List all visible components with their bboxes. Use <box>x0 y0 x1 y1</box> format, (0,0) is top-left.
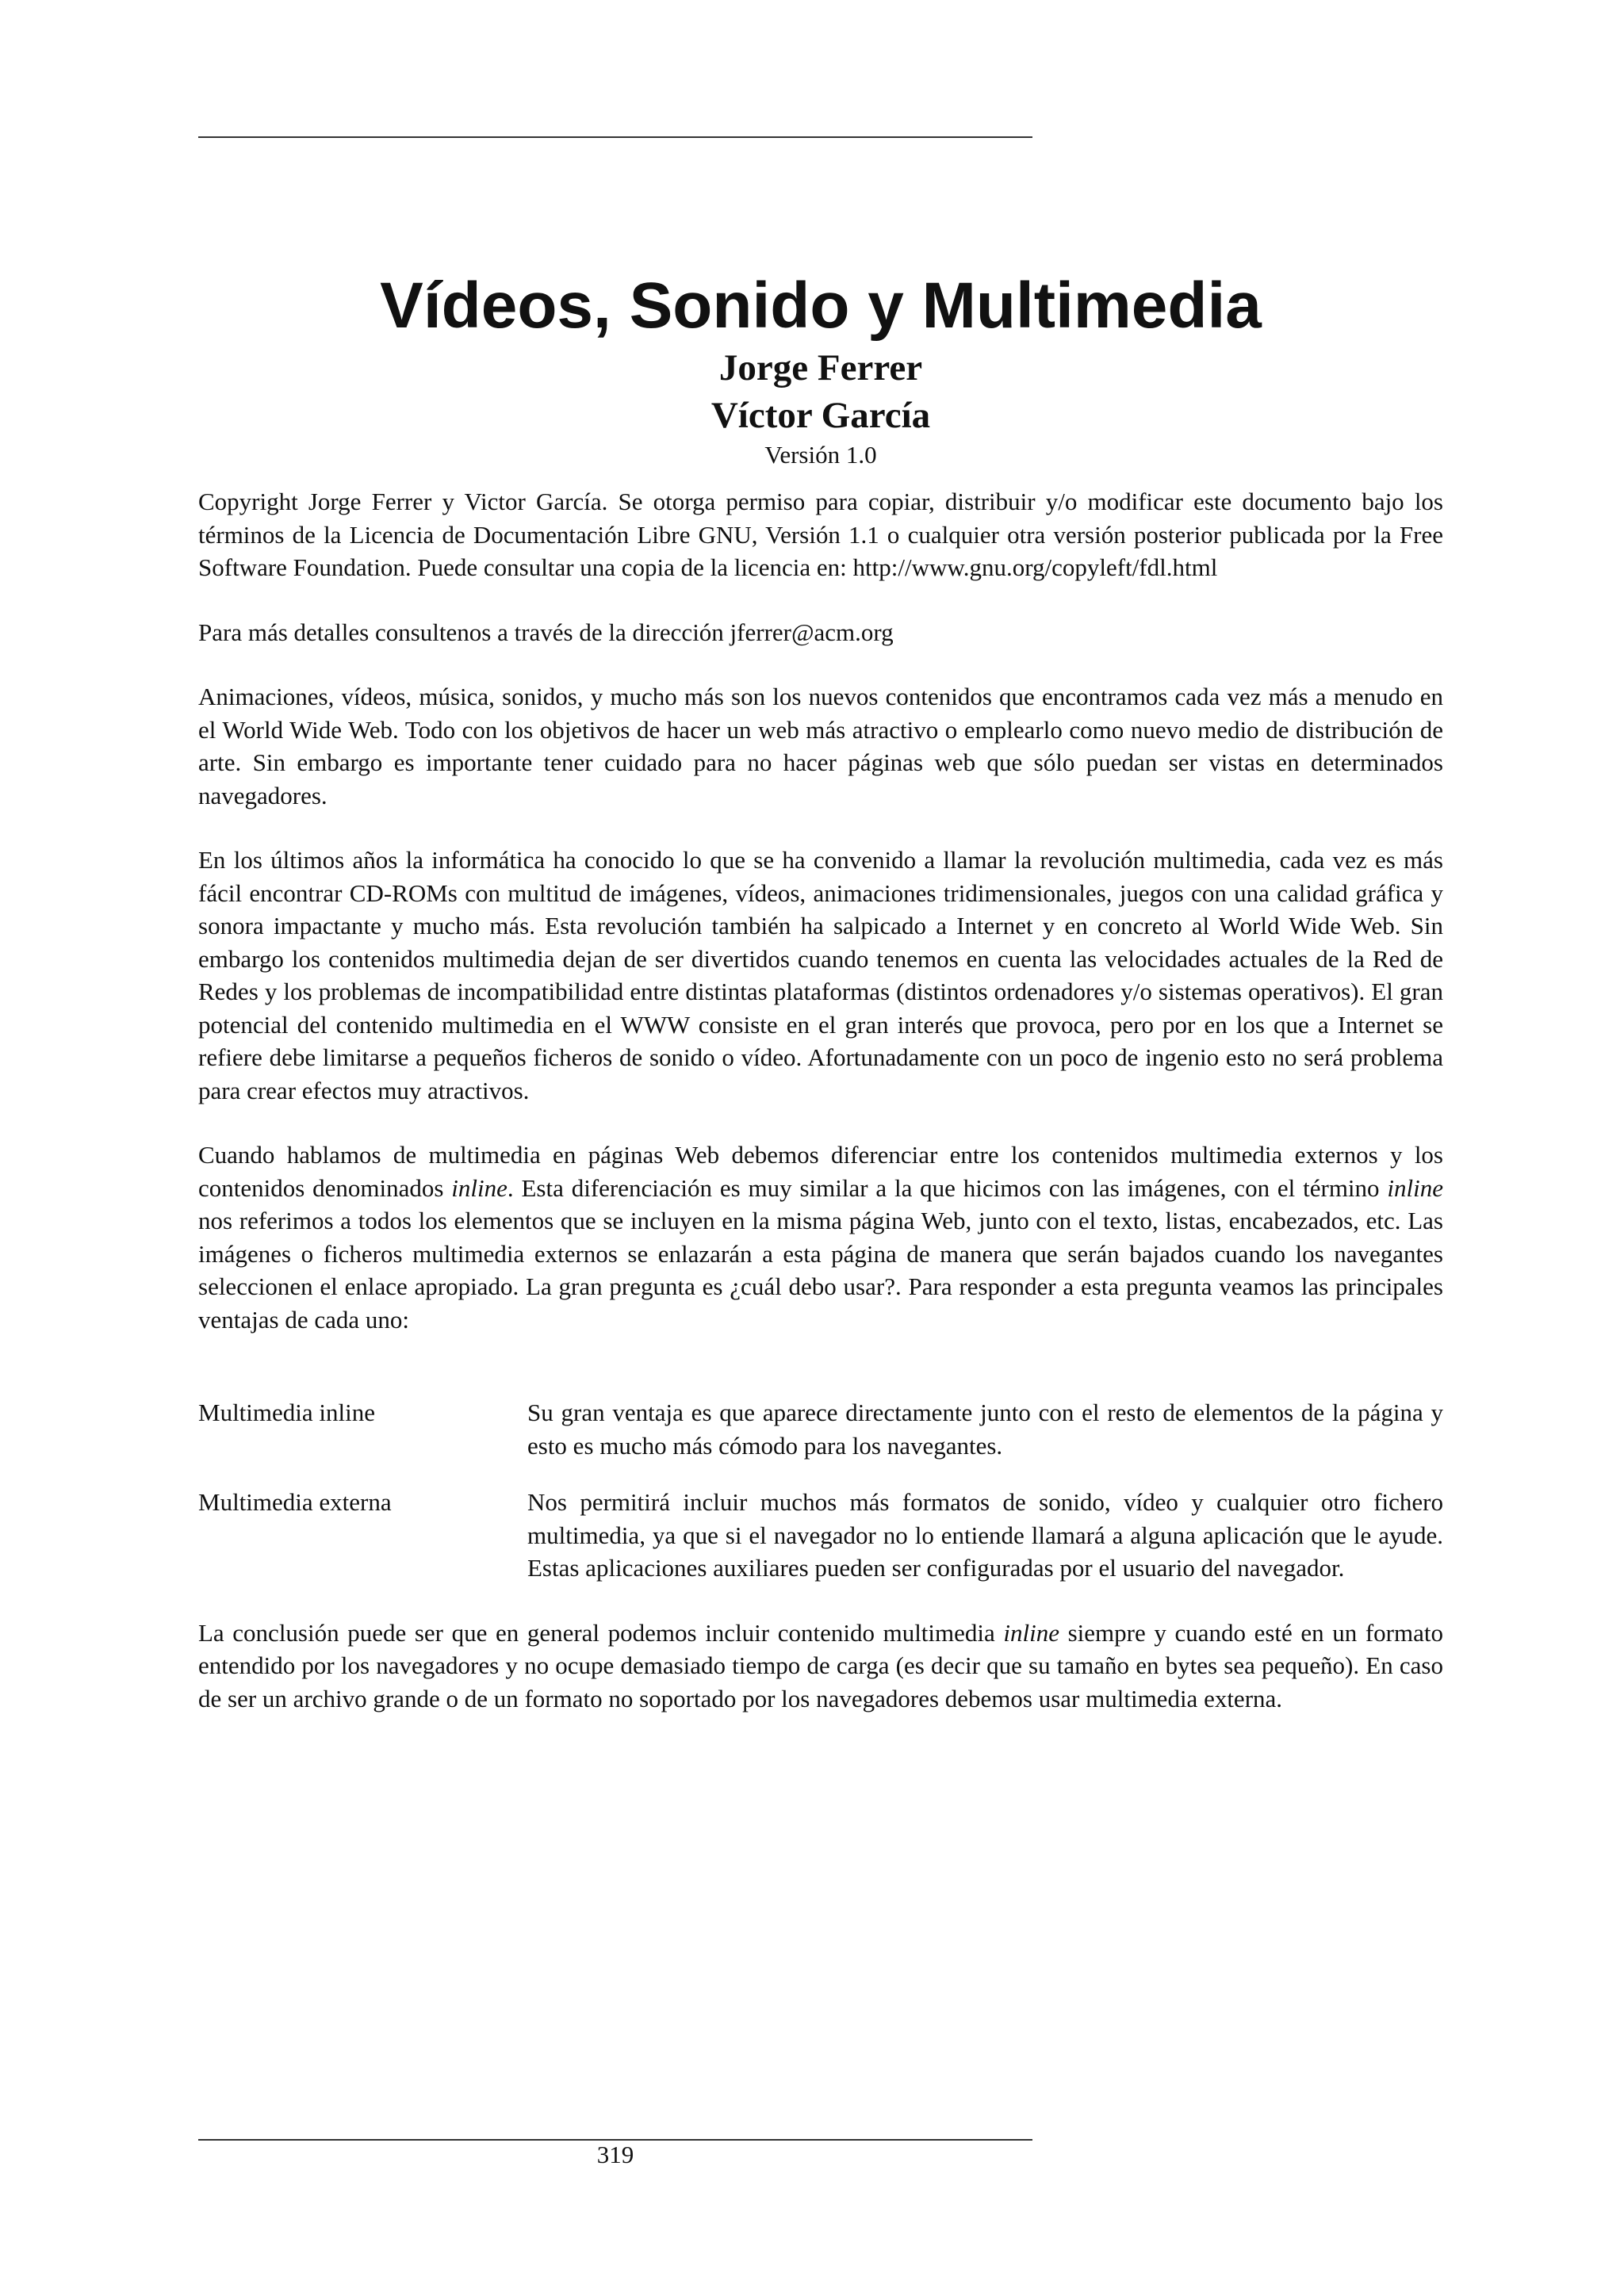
document-body <box>198 485 1443 1747</box>
text-span: Cuando hablamos de multimedia en páginas Web debemos diferenciar entre los contenidos multimedia externos y los contenidos denominados <box>198 1141 1443 1202</box>
definition-term: Multimedia inline <box>198 1399 375 1426</box>
author-2: Víctor García <box>710 395 931 436</box>
author-1: Jorge Ferrer <box>718 347 923 388</box>
definition-item <box>198 1486 1443 1585</box>
text-span: La conclusión puede ser que en general podemos incluir contenido multimedia <box>198 1618 1004 1647</box>
header-rule <box>198 136 1032 138</box>
copyright-paragraph: Copyright Jorge Ferrer y Victor García. Se otorga permiso para copiar, distribuir y/o modificar este documento bajo los términos de la Licencia de Documentación Libre GNU, Versión 1.1 o cualquier otra versión posterior publicada por la Free Software Foundation. Puede consultar una copia de la licencia en: http://www.gnu.org/copyleft/fdl.html <box>198 488 1443 581</box>
document-title: Vídeos, Sonido y Multimedia <box>380 270 1262 342</box>
definition-list <box>198 1396 1443 1585</box>
definition-term: Multimedia externa <box>198 1488 392 1516</box>
title-block <box>198 268 1443 471</box>
text-span: . Esta diferenciación es muy similar a la que hicimos con las imágenes, con el término <box>507 1173 1388 1202</box>
emphasis: inline <box>451 1173 508 1202</box>
text-span: nos referimos a todos los elementos que se incluyen en la misma página Web, junto con el texto, listas, encabezados, etc. Las imágenes o ficheros multimedia externos se enlazarán a esta página de manera que serán bajados cuando los navegantes seleccionen el enlace apropiado. La gran pregunta es ¿cuál debo usar?. Para responder a esta pregunta veamos las principales ventajas de cada uno: <box>198 1207 1443 1334</box>
intro-paragraph: Animaciones, vídeos, música, sonidos, y mucho más son los nuevos contenidos que encontramos cada vez más a menudo en el World Wide Web. Todo con los objetivos de hacer un web más atractivo o emplearlo como nuevo medio de distribución de arte. Sin embargo es importante tener cuidado para no hacer páginas web que sólo puedan ser vistas en determinados navegadores. <box>198 683 1443 809</box>
emphasis: inline <box>1003 1618 1059 1647</box>
conclusion-paragraph <box>198 1617 1443 1716</box>
page-number: 319 <box>596 2141 634 2168</box>
definition-description: Nos permitirá incluir muchos más formatos de sonido, vídeo y cualquier otro fichero multimedia, ya que si el navegador no lo entiende llamará a alguna aplicación que le ayude. Estas aplicaciones auxiliares pueden ser configuradas por el usuario del navegador. <box>527 1488 1443 1582</box>
definition-item <box>198 1396 1443 1462</box>
paragraph-2: En los últimos años la informática ha conocido lo que se ha convenido a llamar la revolución multimedia, cada vez es más fácil encontrar CD-ROMs con multitud de imágenes, vídeos, animaciones tridimensionales, juegos con una calidad gráfica y sonora impactante y mucho más. Esta revolución también ha salpicado a Internet y en concreto al World Wide Web. Sin embargo los contenidos multimedia dejan de ser divertidos cuando tenemos en cuenta las velocidades actuales de la Red de Redes y los problemas de incompatibilidad entre distintas plataformas (distintos ordenadores y/o sistemas operativos). El gran potencial del contenido multimedia en el WWW consiste en el gran interés que provoca, pero por en los que a Internet se refiere debe limitarse a pequeños ficheros de sonido o vídeo. Afortunadamente con un poco de ingenio esto no será problema para crear efectos muy atractivos. <box>198 846 1443 1104</box>
definition-description: Su gran ventaja es que aparece directamente junto con el resto de elementos de la página y esto es mucho más cómodo para los navegantes. <box>527 1399 1443 1460</box>
text-span: siempre y cuando esté en un formato entendido por los navegadores y no ocupe demasiado tiempo de carga (es decir que su tamaño en bytes sea pequeño). En caso de ser un archivo grande o de un formato no soportado por los navegadores debemos usar multimedia externa. <box>198 1618 1443 1712</box>
contact-paragraph: Para más detalles consultenos a través de la dirección jferrer@acm.org <box>198 618 894 646</box>
paragraph-3 <box>198 1138 1443 1336</box>
emphasis: inline <box>1387 1173 1443 1202</box>
version-label: Versión 1.0 <box>764 441 877 469</box>
